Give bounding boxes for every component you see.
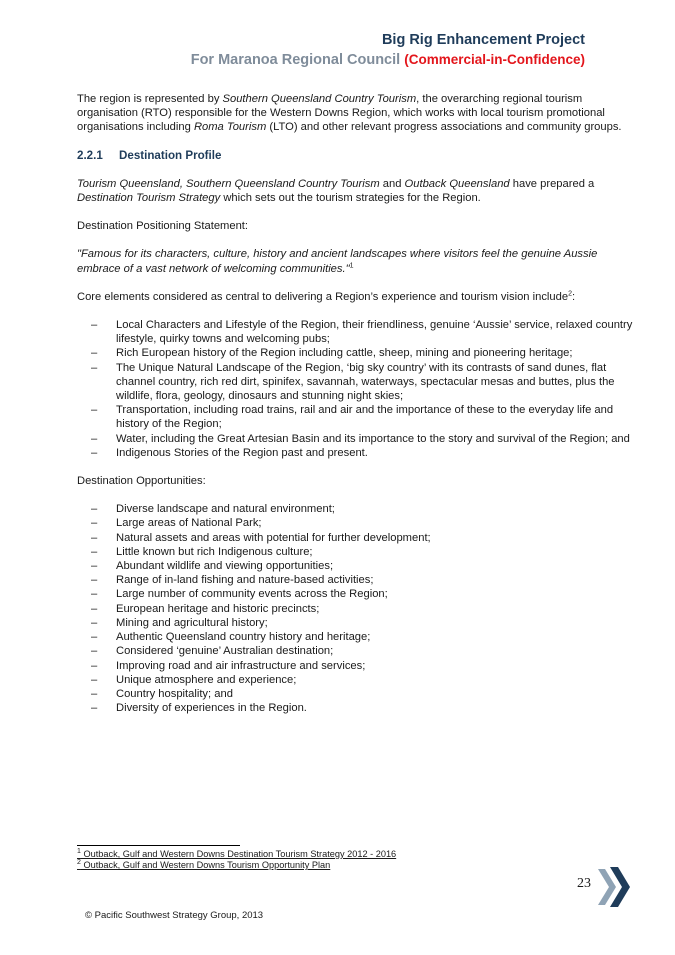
header-subtitle	[191, 52, 585, 68]
footnote-1[interactable]	[77, 849, 396, 860]
double-chevron-icon	[594, 866, 634, 908]
header-title: Big Rig Enhancement Project	[381, 32, 585, 48]
header-client: For Maranoa Regional Council	[190, 52, 401, 68]
opportunities-label: Destination Opportunities:	[77, 475, 206, 488]
dash-bullet: –	[91, 574, 98, 587]
list-item	[77, 673, 637, 687]
core-elements-list	[77, 318, 637, 460]
list-item-text: Natural assets and areas with potential for further development;	[116, 531, 431, 544]
list-item-text: Water, including the Great Artesian Basin and its importance to the story and survival of the Region; and	[116, 432, 630, 445]
list-item	[77, 602, 637, 616]
section-heading	[77, 149, 637, 163]
list-item	[77, 630, 637, 644]
list-item	[77, 573, 637, 587]
list-item	[77, 502, 637, 516]
list-item	[77, 432, 637, 446]
list-item	[77, 516, 637, 530]
section-number: 2.2.1	[77, 148, 103, 162]
section-title: Destination Profile	[119, 148, 222, 162]
list-item-text: Indigenous Stories of the Region past and present.	[116, 446, 368, 459]
list-item-text: Country hospitality; and	[116, 687, 233, 700]
intro-paragraph	[77, 92, 637, 135]
opportunities-list	[77, 502, 637, 715]
list-item-text: Diverse landscape and natural environment;	[116, 503, 335, 516]
list-item	[77, 587, 637, 601]
intro-text-2: , the overarching regional tourism organisation (RTO) responsible for the Western Downs Region, which works with local tourism promotional organisations including	[77, 93, 605, 134]
dash-bullet: –	[91, 432, 98, 445]
page-body	[77, 92, 637, 729]
dash-bullet: –	[91, 588, 98, 601]
footnotes	[77, 849, 396, 871]
list-item-text: European heritage and historic precincts;	[116, 602, 320, 615]
strategy-text-2: have prepared a	[509, 177, 595, 190]
list-item-text: Range of in-land fishing and nature-based activities;	[116, 574, 374, 587]
list-item	[77, 644, 637, 658]
list-item	[77, 687, 637, 701]
intro-rto-name: Southern Queensland Country Tourism	[222, 93, 417, 105]
list-item	[77, 659, 637, 673]
footnote-divider	[77, 845, 240, 846]
list-item	[77, 403, 637, 431]
copyright: © Pacific Southwest Strategy Group, 2013	[85, 910, 264, 921]
dash-bullet: –	[91, 616, 98, 629]
dash-bullet: –	[91, 545, 98, 558]
list-item-text: The Unique Natural Landscape of the Region, ‘big sky country’ with its contrasts of sand dunes, flat channel country, rich red dirt, spinifex, savannah, waterways, spectacular mesas and buttes, plus the wildlife, flora, geology, dinosaurs and stunning night skies;	[116, 361, 615, 403]
list-item-text: Large number of community events across the Region;	[116, 588, 388, 601]
list-item-text: Large areas of National Park;	[116, 517, 262, 530]
core-intro-colon: :	[571, 290, 576, 303]
dash-bullet: –	[91, 361, 98, 374]
footnote-text: Outback, Gulf and Western Downs Destination Tourism Strategy 2012 - 2016	[80, 849, 397, 859]
positioning-label: Destination Positioning Statement:	[77, 220, 249, 233]
core-intro	[77, 290, 637, 304]
dash-bullet: –	[91, 347, 98, 360]
list-item-text: Unique atmosphere and experience;	[116, 673, 297, 686]
list-item-text: Improving road and air infrastructure and services;	[116, 659, 366, 672]
dash-bullet: –	[91, 673, 98, 686]
strategy-org-2: Outback Queensland	[404, 177, 510, 190]
dash-bullet: –	[91, 531, 98, 544]
list-item	[77, 559, 637, 573]
chevron-light-icon	[598, 869, 616, 905]
list-item-text: Little known but rich Indigenous culture;	[116, 545, 313, 558]
footnote-number: 2	[77, 858, 81, 866]
list-item	[77, 531, 637, 545]
strategy-org-1: Tourism Queensland, Southern Queensland Country Tourism	[77, 177, 380, 190]
positioning-quote	[77, 247, 637, 275]
list-item-text: Rich European history of the Region including cattle, sheep, mining and pioneering heritage;	[116, 347, 573, 360]
quote-text: "Famous for its characters, culture, history and ancient landscapes where visitors feel the genuine Aussie embrace of a vast network of welcoming communities."	[77, 248, 598, 275]
dash-bullet: –	[91, 503, 98, 516]
dash-bullet: –	[91, 404, 98, 417]
dash-bullet: –	[91, 659, 98, 672]
footnote-text: Outback, Gulf and Western Downs Tourism Opportunity Plan	[80, 860, 331, 870]
list-item	[77, 318, 637, 346]
footnote-ref-2[interactable]: 2	[568, 290, 572, 298]
list-item	[77, 545, 637, 559]
dash-bullet: –	[91, 602, 98, 615]
list-item	[77, 346, 637, 360]
core-intro-text: Core elements considered as central to delivering a Region’s experience and tourism vision include	[77, 290, 569, 303]
list-item	[77, 701, 637, 715]
dash-bullet: –	[91, 687, 98, 700]
dash-bullet: –	[91, 319, 98, 332]
dash-bullet: –	[91, 560, 98, 573]
dash-bullet: –	[91, 702, 98, 715]
strategy-text-1: and	[379, 177, 405, 190]
footnote-2[interactable]	[77, 860, 396, 871]
list-item	[77, 361, 637, 404]
strategy-paragraph	[77, 177, 637, 205]
list-item-text: Abundant wildlife and viewing opportunities;	[116, 560, 334, 573]
footnote-ref-1[interactable]: 1	[349, 261, 354, 269]
list-item-text: Local Characters and Lifestyle of the Region, their friendliness, genuine ‘Aussie’ service, relaxed country lifestyle, quirky towns and welcoming pubs;	[116, 319, 633, 346]
dash-bullet: –	[91, 645, 98, 658]
list-item-text: Authentic Queensland country history and heritage;	[116, 631, 371, 644]
confidentiality-label: (Commercial-in-Confidence)	[404, 52, 585, 67]
list-item	[77, 446, 637, 460]
list-item	[77, 616, 637, 630]
footnote-number: 1	[77, 847, 81, 855]
strategy-text-3: which sets out the tourism strategies for the Region.	[220, 192, 481, 205]
list-item-text: Considered ‘genuine’ Australian destination;	[116, 645, 334, 658]
strategy-doc-name: Destination Tourism Strategy	[77, 192, 221, 205]
intro-lto-name: Roma Tourism	[193, 121, 267, 134]
intro-text-3: (LTO) and other relevant progress associations and community groups.	[266, 121, 622, 134]
dash-bullet: –	[91, 446, 98, 459]
dash-bullet: –	[91, 631, 98, 644]
page-number: 23	[577, 876, 591, 891]
list-item-text: Transportation, including road trains, rail and air and the importance of these to the everyday life and history of the Region;	[116, 404, 614, 431]
dash-bullet: –	[91, 517, 98, 530]
list-item-text: Mining and agricultural history;	[116, 616, 268, 629]
list-item-text: Diversity of experiences in the Region.	[116, 702, 307, 715]
intro-text-1: The region is represented by	[77, 93, 223, 105]
